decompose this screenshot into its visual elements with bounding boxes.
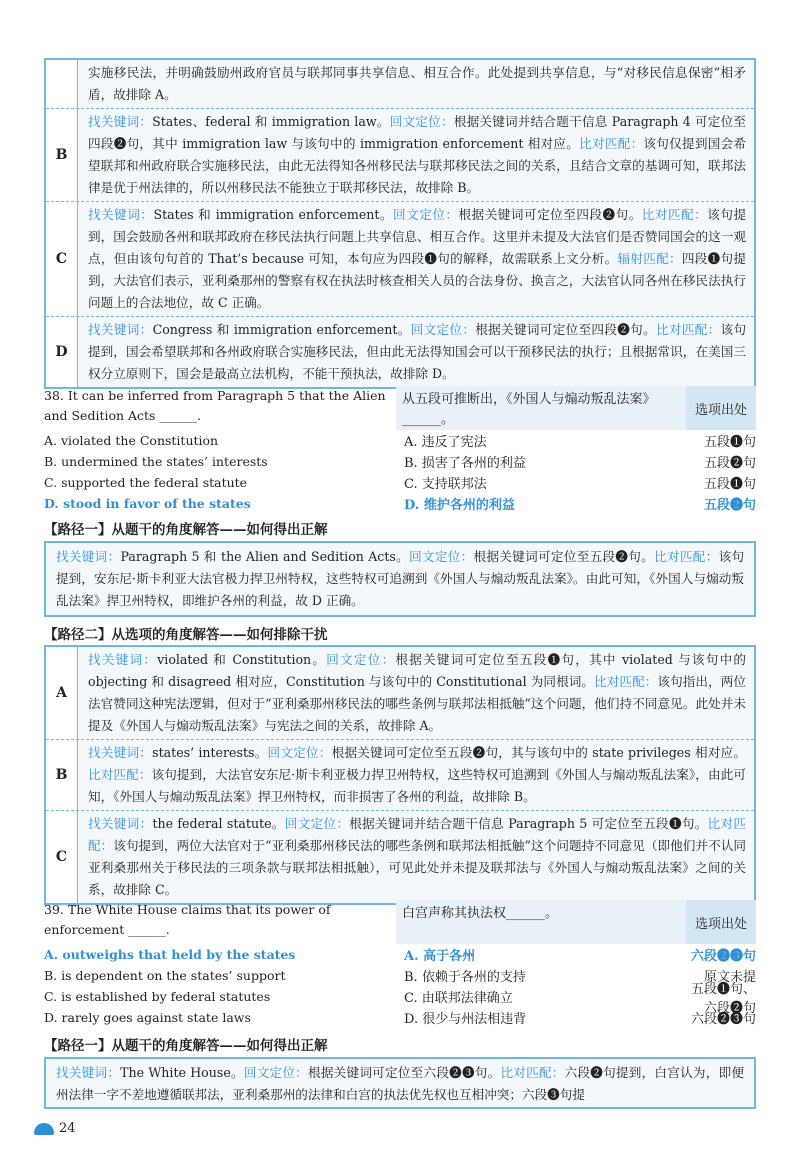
keyword-label: 找关键词： bbox=[88, 816, 153, 831]
page-footer bbox=[34, 1121, 76, 1136]
match-label: 比对匹配： bbox=[88, 816, 747, 853]
option-row: C. is established by federal statutes C. 由联邦法律确立 五段❶句、六段❷句 bbox=[44, 981, 756, 1016]
match-label: 比对匹配： bbox=[641, 207, 708, 222]
option-row: B. is dependent on the states’ support B. 依赖于各州的支持 原文未提 bbox=[44, 968, 756, 985]
keyword-label: 找关键词： bbox=[56, 549, 121, 564]
locate-label: 回文定位： bbox=[409, 549, 474, 564]
row-label: D bbox=[46, 317, 78, 387]
locate-label: 回文定位： bbox=[389, 114, 454, 129]
locate-label: 回文定位： bbox=[243, 1065, 309, 1080]
route-1-heading: 【路径一】从题干的角度解答——如何得出正解 bbox=[44, 1038, 328, 1054]
table-row: B 找关键词：States、federal 和 immigration law。回文定位：根据关键词并结合题干信息 Paragraph 4 可定位至四段❷句，其中 immigration law 与该句中的 immigration enforcement 相对应。比对匹配：该句仅提到国会希望联邦和州政府联合实施移民法，由此无法得知各州移民法与联邦移民法之间的关系，且结合文章的基调可知，联邦法律是优于州法律的，所以州移民法不能独立于联邦移民法，故排除 B。 bbox=[46, 108, 754, 201]
keyword-label: 找关键词： bbox=[88, 322, 153, 337]
analysis-table-prev bbox=[44, 58, 756, 389]
page-number: 24 bbox=[59, 1121, 76, 1136]
route-2-heading: 【路径二】从选项的角度解答——如何排除干扰 bbox=[44, 627, 328, 643]
table-row bbox=[46, 60, 754, 108]
option-row: B. undermined the states’ interests B. 损害了各州的利益 五段❷句 bbox=[44, 454, 756, 471]
keyword-label: 找关键词： bbox=[88, 114, 153, 129]
route-1-heading: 【路径一】从题干的角度解答——如何得出正解 bbox=[44, 522, 328, 538]
locate-label: 回文定位： bbox=[326, 652, 396, 667]
table-row: D 找关键词：Congress 和 immigration enforcement。回文定位：根据关键词可定位至四段❷句。比对匹配：该句提到，国会希望联邦和各州政府联合实施移民法，但由此无法得知国会可以干预移民法的执行；且根据常识，在美国三权分立原则下，国会是最高立法机构，不能干预执法，故排除 D。 bbox=[46, 316, 754, 387]
option-row: A. violated the Constitution A. 违反了宪法 五段❶句 bbox=[44, 433, 756, 450]
keyword-label: 找关键词： bbox=[88, 745, 153, 760]
option-source-header: 选项出处 bbox=[686, 900, 756, 944]
row-label: C bbox=[46, 202, 78, 316]
row-label: B bbox=[46, 740, 78, 810]
keyword-label: 找关键词： bbox=[88, 652, 158, 667]
question-38-stem-en: 38. It can be inferred from Paragraph 5 that the Alien and Sedition Acts ______. bbox=[44, 388, 386, 423]
book-logo-icon bbox=[34, 1123, 54, 1135]
question-39-header bbox=[44, 900, 756, 944]
row-label: A bbox=[46, 647, 78, 739]
match-label: 比对匹配： bbox=[500, 1065, 565, 1080]
row-label: B bbox=[46, 109, 78, 201]
keyword-label: 找关键词： bbox=[56, 1065, 121, 1080]
option-row-correct: A. outweighs that held by the states A. 高于各州 六段❷❸句 bbox=[44, 947, 756, 964]
keyword-label: 找关键词： bbox=[88, 207, 154, 222]
locate-label: 回文定位： bbox=[267, 745, 332, 760]
row-label-empty bbox=[46, 60, 78, 108]
question-39-stem-cn: 白宫声称其执法权______。 bbox=[396, 900, 686, 944]
table-row: B 找关键词：states’ interests。回文定位：根据关键词可定位至五段❷句，其与该句中的 state privileges 相对应。比对匹配：该句提到，大法官安东尼·斯卡利亚极力捍卫州特权，这些特权可追溯到《外国人与煽动叛乱法案》，由此可知，《外国人与煽动叛乱法案》捍卫州特权，而非损害了各州的利益，故排除 B。 bbox=[46, 739, 754, 810]
option-row-correct: D. stood in favor of the states D. 维护各州的利益 五段❷句 bbox=[44, 496, 756, 513]
radiate-label: 辐射匹配： bbox=[617, 251, 682, 266]
question-38-header bbox=[44, 386, 756, 430]
option-row: C. supported the federal statute C. 支持联邦法 五段❶句 bbox=[44, 475, 756, 492]
option-source-header: 选项出处 bbox=[686, 386, 756, 430]
question-38-solution: 找关键词：Paragraph 5 和 the Alien and Sedition Acts。回文定位：根据关键词可定位至五段❷句。比对匹配：该句提到，安东尼·斯卡利亚大法官极力捍卫州特权，这些特权可追溯到《外国人与煽动叛乱法案》。由此可知，《外国人与煽动叛乱法案》捍卫州特权，即维护各州的利益，故 D 正确。 bbox=[44, 541, 756, 617]
match-label: 比对匹配： bbox=[88, 767, 152, 782]
question-38-stem-cn: 从五段可推断出，《外国人与煽动叛乱法案》______。 bbox=[396, 386, 686, 430]
question-38-options bbox=[44, 430, 756, 514]
match-label: 比对匹配： bbox=[654, 549, 719, 564]
analysis-table-q38 bbox=[44, 645, 756, 905]
row-label: C bbox=[46, 811, 78, 903]
locate-label: 回文定位： bbox=[393, 207, 459, 222]
match-label: 比对匹配： bbox=[594, 674, 658, 689]
row-text: 实施移民法，并明确鼓励州政府官员与联邦同事共享信息、相互合作。此处提到共享信息，与“对移民信息保密”相矛盾，故排除 A。 bbox=[78, 60, 754, 108]
table-row: C 找关键词：the federal statute。回文定位：根据关键词并结合题干信息 Paragraph 5 可定位至五段❶句。比对匹配：该句提到，两位大法官对于“亚利桑那州移民法的哪些条例和联邦法相抵触”这个问题持不同意见（即他们并不认同亚利桑那州关于移民法的三项条款与联邦法相抵触），可见此处并未提及联邦法与《外国人与煽动叛乱法案》之间的关系，故排除 C。 bbox=[46, 810, 754, 903]
question-39-stem-en: 39. The White House claims that its power of enforcement ______. bbox=[44, 902, 331, 937]
question-39-solution: 找关键词：The White House。回文定位：根据关键词可定位至六段❷❸句。比对匹配：六段❷句提到，白宫认为，即便州法律一字不差地遵循联邦法，亚利桑那州的法律和白宫的执法优先权也互相冲突；六段❸句提 bbox=[44, 1057, 756, 1109]
locate-label: 回文定位： bbox=[410, 322, 476, 337]
table-row: C 找关键词：States 和 immigration enforcement。回文定位：根据关键词可定位至四段❷句。比对匹配：该句提到，国会鼓励各州和联邦政府在移民法执行问题上共享信息、相互合作。这里并未提及大法官们是否赞同国会的这一观点，但由该句句首的 That’s because 可知，本句应为四段❶句的解释，故需联系上文分析。辐射匹配：四段❶句提到，大法官们表示，亚利桑那州的警察有权在执法时核查相关人员的合法身份、换言之，大法官认同各州在移民法执行问题上的合法地位，故 C 正确。 bbox=[46, 201, 754, 316]
option-row: D. rarely goes against state laws D. 很少与州法相违背 六段❷❸句 bbox=[44, 1010, 756, 1027]
table-row: A 找关键词：violated 和 Constitution。回文定位：根据关键词可定位至五段❶句，其中 violated 与该句中的 objecting 和 disagreed 相对应，Constitution 与该句中的 Constitutional 为同根词。比对匹配：该句指出，两位法官赞同这种宪法逻辑，但对于“亚利桑那州移民法的哪些条例与联邦法相抵触”这个问题，他们持不同意见。此处并未提及《外国人与煽动叛乱法案》与宪法之间的关系，故排除 A。 bbox=[46, 647, 754, 739]
locate-label: 回文定位： bbox=[284, 816, 350, 831]
match-label: 比对匹配： bbox=[579, 136, 644, 151]
question-39-options bbox=[44, 944, 756, 1028]
match-label: 比对匹配： bbox=[655, 322, 721, 337]
